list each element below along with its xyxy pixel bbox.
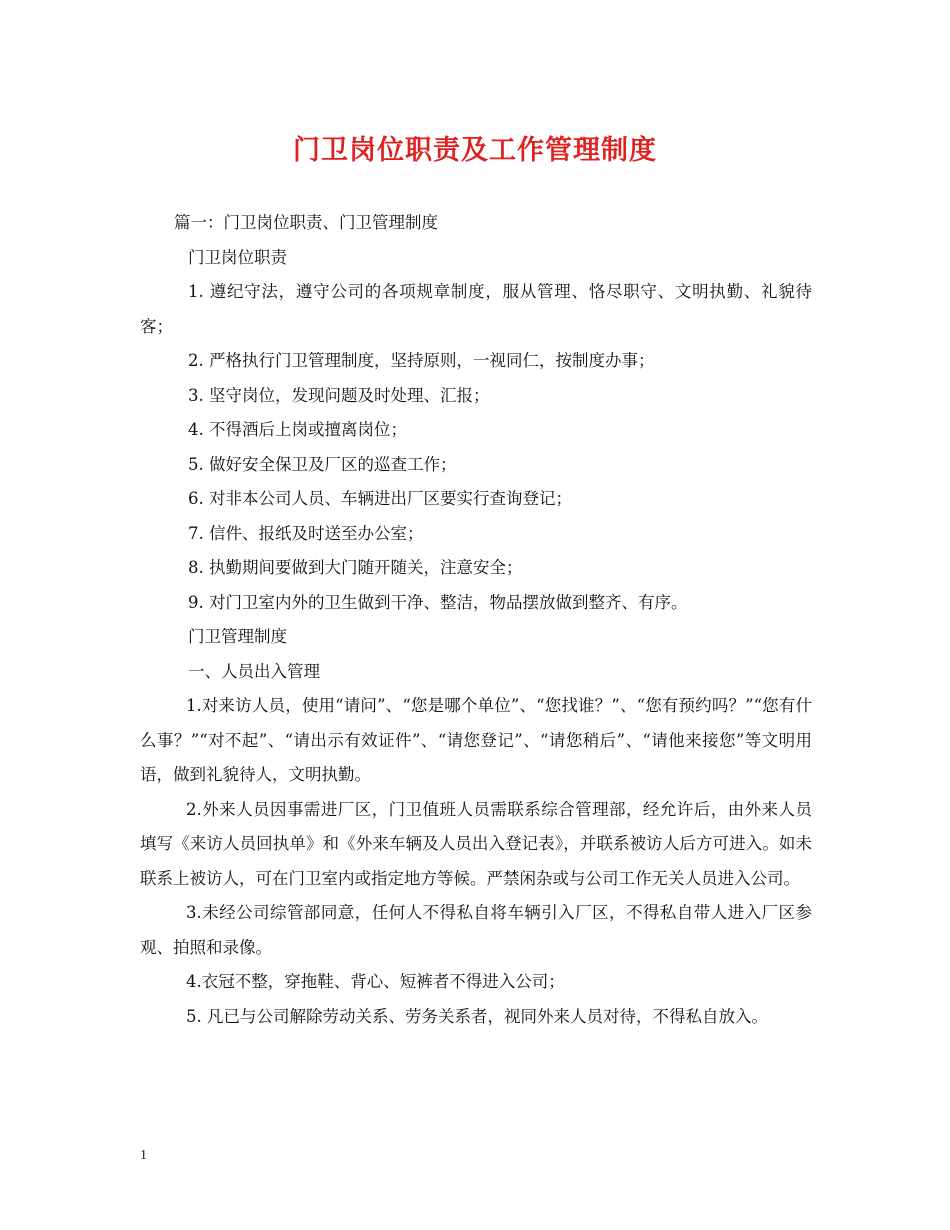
page-number: 1: [140, 1148, 147, 1163]
list-item: 2. 严格执行门卫管理制度，坚持原则，一视同仁，按制度办事；: [188, 351, 655, 370]
list-item: 3. 坚守岗位，发现问题及时处理、汇报；: [188, 385, 490, 405]
list-item: 7. 信件、报纸及时送至办公室；: [188, 523, 424, 543]
list-item: 5. 做好安全保卫及厂区的巡查工作；: [188, 454, 457, 474]
list-item: 4.衣冠不整，穿拖鞋、背心、短裤者不得进入公司；: [186, 972, 565, 991]
list-item: 1.对来访人员，使用“请问”、“您是哪个单位”、“您找谁？”、“您有预约吗？”“您有什么事？”“对不起”、“请出示有效证件”、“请您登记”、“请您稍后”、“请他来接您”等文明用语，做到礼貌待人，文明执勤。: [140, 696, 812, 784]
list-item: 2.外来人员因事需进厂区，门卫值班人员需联系综合管理部，经允许后，由外来人员填写《来访人员回执单》和《外来车辆及人员出入登记表》，并联系被访人后方可进入。如未联系上被访人，可在门卫室内或指定地方等候。严禁闲杂或与公司工作无关人员进入公司。: [140, 799, 812, 888]
document-body: [140, 206, 812, 1034]
section-heading: 篇一：门卫岗位职责、门卫管理制度: [174, 213, 438, 232]
list-item: 8. 执勤期间要做到大门随开随关，注意安全；: [188, 558, 523, 577]
list-item: 9. 对门卫室内外的卫生做到干净、整洁，物品摆放做到整齐、有序。: [188, 592, 688, 612]
list-item: 5. 凡已与公司解除劳动关系、劳务关系者，视同外来人员对待，不得私自放入。: [186, 1006, 768, 1026]
subsection-heading: 一、人员出入管理: [188, 661, 320, 681]
list-item: 4. 不得酒后上岗或擅离岗位；: [188, 420, 407, 439]
subsection-heading: 门卫管理制度: [188, 627, 287, 646]
list-item: 3.未经公司综管部同意，任何人不得私自将车辆引入厂区，不得私自带人进入厂区参观、拍照和录像。: [140, 903, 812, 957]
list-item: 6. 对非本公司人员、车辆进出厂区要实行查询登记；: [188, 489, 572, 508]
document-title: 门卫岗位职责及工作管理制度: [293, 135, 657, 166]
list-item: 1. 遵纪守法，遵守公司的各项规章制度，服从管理、恪尽职守、文明执勤、礼貌待客；: [140, 282, 812, 336]
subsection-heading: 门卫岗位职责: [188, 247, 287, 267]
